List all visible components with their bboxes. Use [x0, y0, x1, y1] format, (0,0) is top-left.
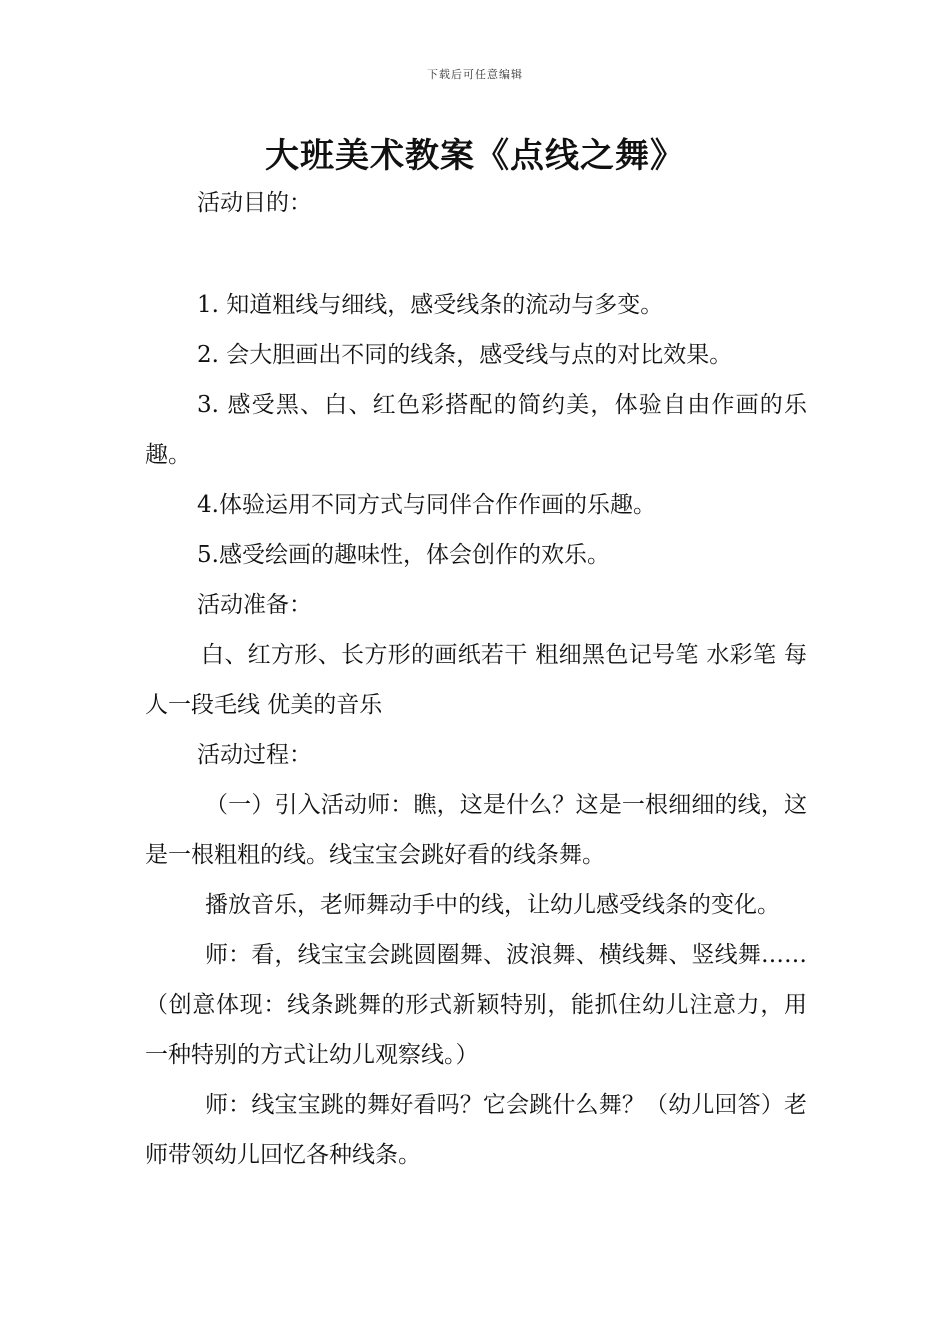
goal-item-3: 3. 感受黑、白、红色彩搭配的简约美，体验自由作画的乐趣。 [145, 392, 807, 468]
process-paragraph-4: 师：线宝宝跳的舞好看吗？它会跳什么舞？（幼儿回答）老师带领幼儿回忆各种线条。 [145, 1092, 807, 1168]
goal-item-5: 5.感受绘画的趣味性，体会创作的欢乐。 [197, 542, 610, 568]
document-body [145, 178, 807, 1180]
goal-item-2: 2. 会大胆画出不同的线条，感受线与点的对比效果。 [197, 342, 733, 368]
goals-heading: 活动目的： [197, 190, 312, 216]
process-paragraph-2: 播放音乐，老师舞动手中的线，让幼儿感受线条的变化。 [205, 892, 780, 918]
page-header-note: 下载后可任意编辑 [427, 68, 523, 81]
goal-item-1: 1. 知道粗线与细线，感受线条的流动与多变。 [197, 292, 664, 318]
goal-item-4: 4.体验运用不同方式与同伴合作作画的乐趣。 [197, 492, 656, 518]
document-title: 大班美术教案《点线之舞》 [265, 136, 685, 176]
blank-line [145, 228, 807, 280]
process-paragraph-1: （一）引入活动师：瞧，这是什么？这是一根细细的线，这是一根粗粗的线。线宝宝会跳好看的线条舞。 [145, 792, 807, 868]
process-heading: 活动过程： [197, 742, 312, 768]
prep-text: 白、红方形、长方形的画纸若干 粗细黑色记号笔 水彩笔 每人一段毛线 优美的音乐 [145, 642, 807, 718]
process-paragraph-3: 师：看，线宝宝会跳圆圈舞、波浪舞、横线舞、竖线舞……（创意体现：线条跳舞的形式新颖特别，能抓住幼儿注意力，用一种特别的方式让幼儿观察线。） [145, 942, 807, 1068]
prep-heading: 活动准备： [197, 592, 312, 618]
